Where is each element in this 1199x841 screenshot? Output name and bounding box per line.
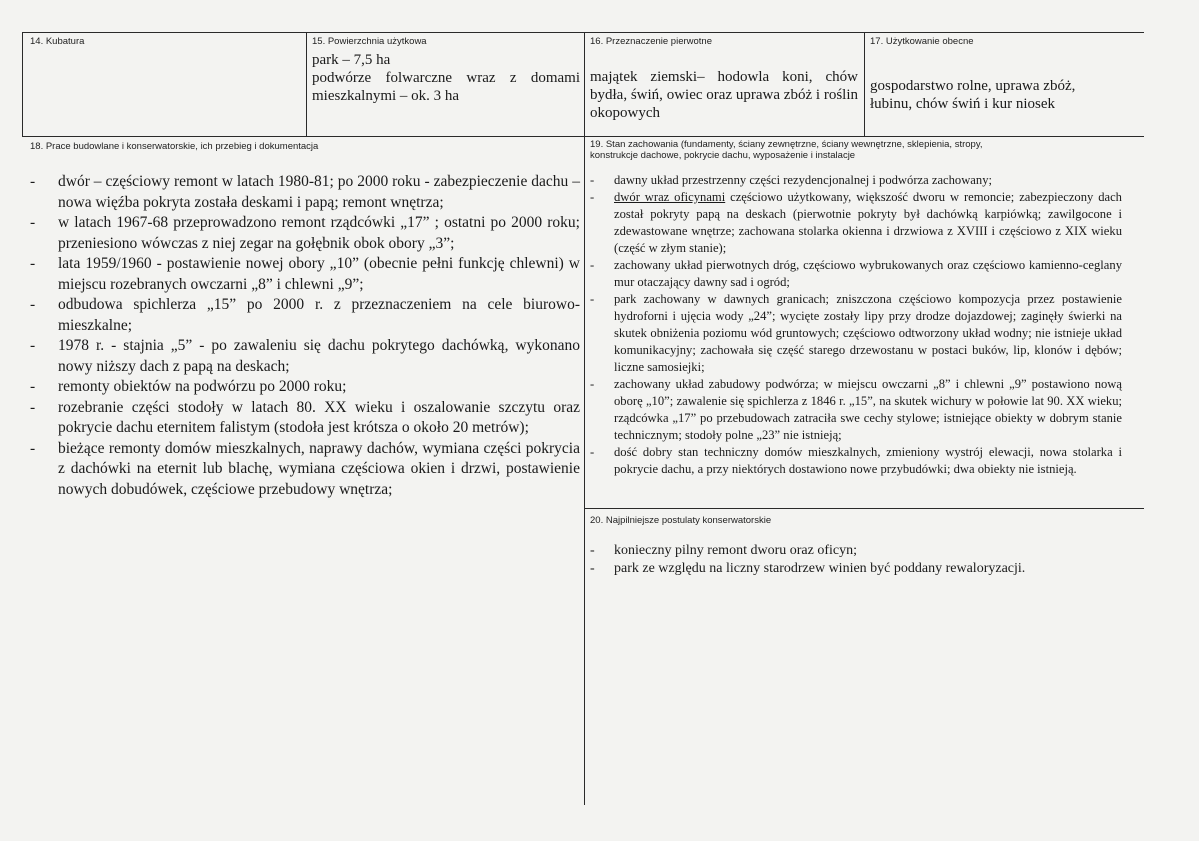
manor-with-outbuildings: dwór wraz oficynami xyxy=(614,190,726,204)
list-item: - bieżące remonty domów mieszkalnych, naprawy dachów, wymiana części pokrycia z dachówki na eternit lub blachę, wymiana częściowa okien i drzwi, postawienie nowych dobudówek, częściowe przebudowy wnętrza; xyxy=(30,439,580,501)
list-item: - 1978 r. - stajnia „5” - po zawaleniu się dachu pokrytego dachówką, wykonano nowy niższy dach z papą na deskach; xyxy=(30,336,580,377)
col-divider-14-15 xyxy=(306,32,307,136)
list-item: - dość dobry stan techniczny domów mieszkalnych, zmieniony wystrój elewacji, nowa stolarka i pokrycie dachu, a przy niektórych dostawiono nowe przybudówki; dwa obiekty nie istnieją. xyxy=(590,444,1122,478)
col-divider-16-17 xyxy=(864,32,865,136)
top-border xyxy=(22,32,1144,33)
field-20-label: 20. Najpilniejsze postulaty konserwatorskie xyxy=(590,515,772,526)
field-19-label-line-2: konstrukcje dachowe, pokrycie dachu, wyposażenie i instalacje xyxy=(590,150,856,161)
left-border xyxy=(22,32,23,137)
list-item: - konieczny pilny remont dworu oraz oficyn; xyxy=(590,542,1122,560)
field-16-value: majątek ziemski– hodowla koni, chów bydła, świń, owiec oraz uprawa zbóż i roślin okopowych xyxy=(590,69,858,121)
list-item: - zachowany układ pierwotnych dróg, częściowo wybrukowanych oraz częściowo kamienno-ceglany mur otaczający dawny sad i ogród; xyxy=(590,257,1122,291)
field-19-label-line-1: 19. Stan zachowania (fundamenty, ściany zewnętrzne, ściany wewnętrzne, sklepienia, stropy, xyxy=(590,139,983,150)
list-item: - zachowany układ zabudowy podwórza; w miejscu owczarni „8” i chlewni „9” postawiono nową oborę „10”; zawalenie się spichlerza z 1846 r. „15”, na skutek wichury w połowie lat 90. XX wieku; rządcówka „17” po przebudowach zatraciła swe cechy stylowe; istniejące obiekty w dobrym stanie technicznym; stodoły polne „23” nie istnieją; xyxy=(590,376,1122,444)
field-15-label: 15. Powierzchnia użytkowa xyxy=(312,36,427,47)
conservation-postulates-list xyxy=(590,542,1122,578)
field-17-label: 17. Użytkowanie obecne xyxy=(870,36,974,47)
list-item: - odbudowa spichlerza „15” po 2000 r. z przeznaczeniem na cele biurowo-mieszkalne; xyxy=(30,295,580,336)
field-14-label: 14. Kubatura xyxy=(30,36,85,47)
list-item: - park ze względu na liczny starodrzew winien być poddany rewaloryzacji. xyxy=(590,560,1122,578)
col-divider-main xyxy=(584,32,585,805)
list-item: - dwór wraz oficynami częściowo użytkowany, większość dworu w remoncie; zabezpieczony dach został pokryty papą na deskach (pierwotnie pokryty był dachówką karpiówką; zawilgocone i zdewastowane wnętrze; zachowana stolarka okienna i drzwiowa z XVIII i częściowo z XIX wieku (część w złym stanie); xyxy=(590,189,1122,257)
list-item: - rozebranie części stodoły w latach 80. XX wieku i oszalowanie szczytu oraz pokrycie dachu eternitem falistym (stodoła jest krótsza o około 20 metrów); xyxy=(30,398,580,439)
field-18-label: 18. Prace budowlane i konserwatorskie, ich przebieg i dokumentacja xyxy=(30,141,319,152)
construction-works-list xyxy=(30,172,580,500)
list-item: - park zachowany w dawnych granicach; zniszczona częściowo kompozycja przez postawienie hydroforni i ujęcia wody „24”; wycięte zostały lipy przy drodze dojazdowej; zaginęły świerki na skutek obniżenia poziomu wód gruntowych; częściowo odtworzony układ wodny; nie istnieje układ komunikacyjny; zachowała się część starego drzewostanu w postaci buków, lip, klonów i dębów; liczne samosiejki; xyxy=(590,291,1122,376)
condition-list xyxy=(590,172,1122,478)
row-divider-1 xyxy=(22,136,1144,137)
field-15-value xyxy=(312,51,580,105)
field-17-value: gospodarstwo rolne, uprawa zbóż, łubinu, chów świń i kur niosek xyxy=(870,78,1076,112)
usable-area-yard: podwórze folwarczne wraz z domami mieszkalnymi – ok. 3 ha xyxy=(312,70,580,104)
list-item: - remonty obiektów na podwórzu po 2000 roku; xyxy=(30,377,580,398)
list-item: - lata 1959/1960 - postawienie nowej obory „10” (obecnie pełni funkcję chlewni) w miejscu rozebranych owczarni „8” i chlewni „9”; xyxy=(30,254,580,295)
row-divider-19-20 xyxy=(584,508,1144,509)
usable-area-park: park – 7,5 ha xyxy=(312,52,391,68)
list-item: - w latach 1967-68 przeprowadzono remont rządcówki „17” ; ostatni po 2000 roku; przeniesiono wówczas z niej zegar na gołębnik obok obory „3”; xyxy=(30,213,580,254)
field-16-label: 16. Przeznaczenie pierwotne xyxy=(590,36,712,47)
list-item: - dawny układ przestrzenny części rezydencjonalnej i podwórza zachowany; xyxy=(590,172,1122,189)
list-item: - dwór – częściowy remont w latach 1980-81; po 2000 roku - zabezpieczenie dachu – nowa więźba pokryta została deskami i papą; remont wnętrza; xyxy=(30,172,580,213)
